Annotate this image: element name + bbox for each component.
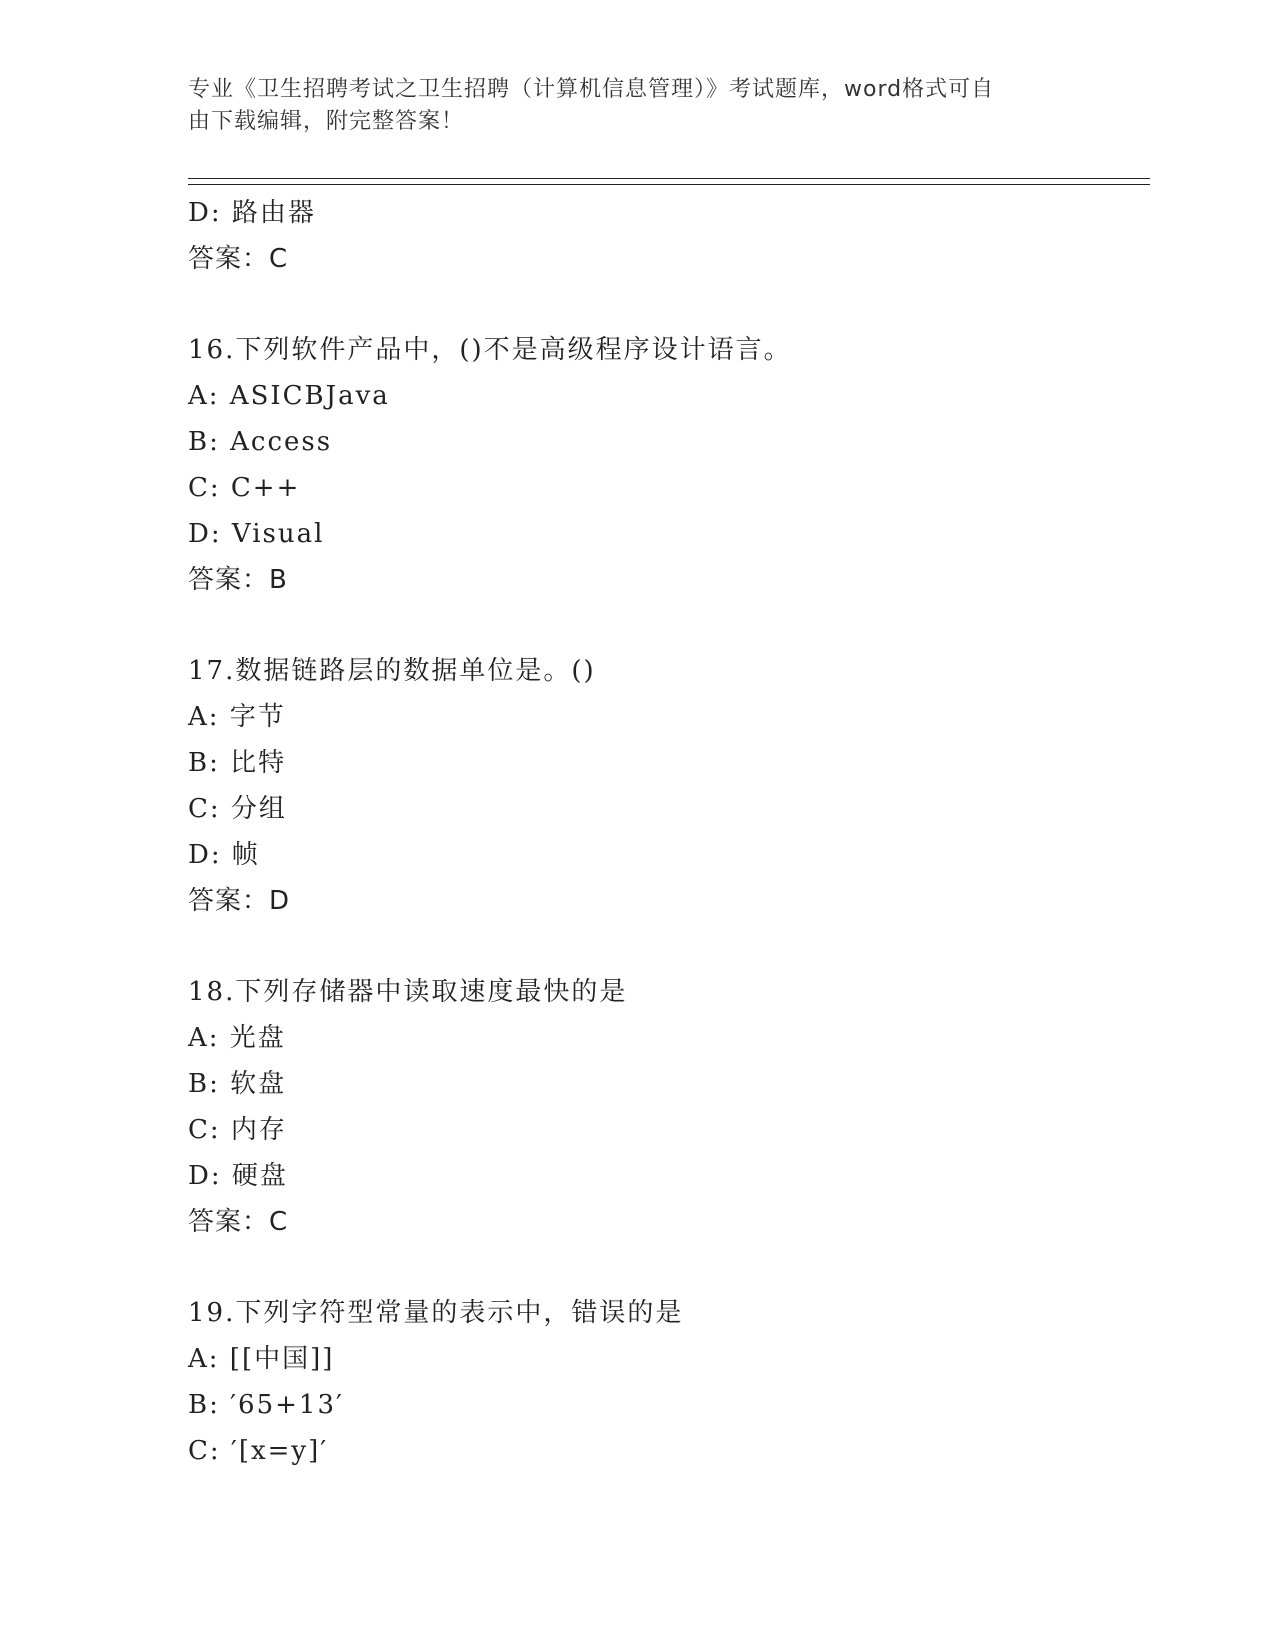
previous-question-tail [188, 190, 1128, 282]
header-divider-bottom [188, 184, 1150, 185]
option-c: C: 分组 [188, 794, 287, 824]
question-list [188, 190, 1128, 1474]
option-d: D: Visual [188, 519, 325, 549]
option-a: A: 字节 [188, 702, 286, 732]
option-a: A: 光盘 [188, 1023, 286, 1053]
option-c: C: C++ [188, 473, 301, 503]
option-a: A: [[中国]] [188, 1344, 335, 1374]
question-stem: 19.下列字符型常量的表示中，错误的是 [188, 1298, 684, 1328]
answer: 答案：C [188, 244, 289, 274]
question-19 [188, 1290, 1128, 1474]
header-divider-top [188, 178, 1150, 179]
question-17 [188, 648, 1128, 924]
question-stem: 16.下列软件产品中，()不是高级程序设计语言。 [188, 335, 792, 365]
option-c: C: 内存 [188, 1115, 287, 1145]
header-line-1: 专业《卫生招聘考试之卫生招聘（计算机信息管理）》考试题库，word格式可自 [188, 77, 995, 102]
option-c: C: ′[x=y]′ [188, 1436, 329, 1466]
option-b: B: 比特 [188, 748, 287, 778]
question-stem: 17.数据链路层的数据单位是。() [188, 656, 596, 686]
header-line-2: 由下载编辑，附完整答案！ [188, 109, 465, 134]
document-header [188, 74, 1068, 138]
question-16 [188, 327, 1128, 603]
option-a: A: ASICBJava [188, 381, 390, 411]
option-b: B: Access [188, 427, 333, 457]
option-d: D: 帧 [188, 840, 260, 870]
answer: 答案：B [188, 565, 288, 595]
answer: 答案：C [188, 1207, 289, 1237]
option-d: D: 硬盘 [188, 1161, 288, 1191]
answer: 答案：D [188, 886, 291, 916]
question-18 [188, 969, 1128, 1245]
option-b: B: ′65+13′ [188, 1390, 344, 1420]
option-b: B: 软盘 [188, 1069, 287, 1099]
question-stem: 18.下列存储器中读取速度最快的是 [188, 977, 628, 1007]
option-d: D: 路由器 [188, 198, 316, 228]
